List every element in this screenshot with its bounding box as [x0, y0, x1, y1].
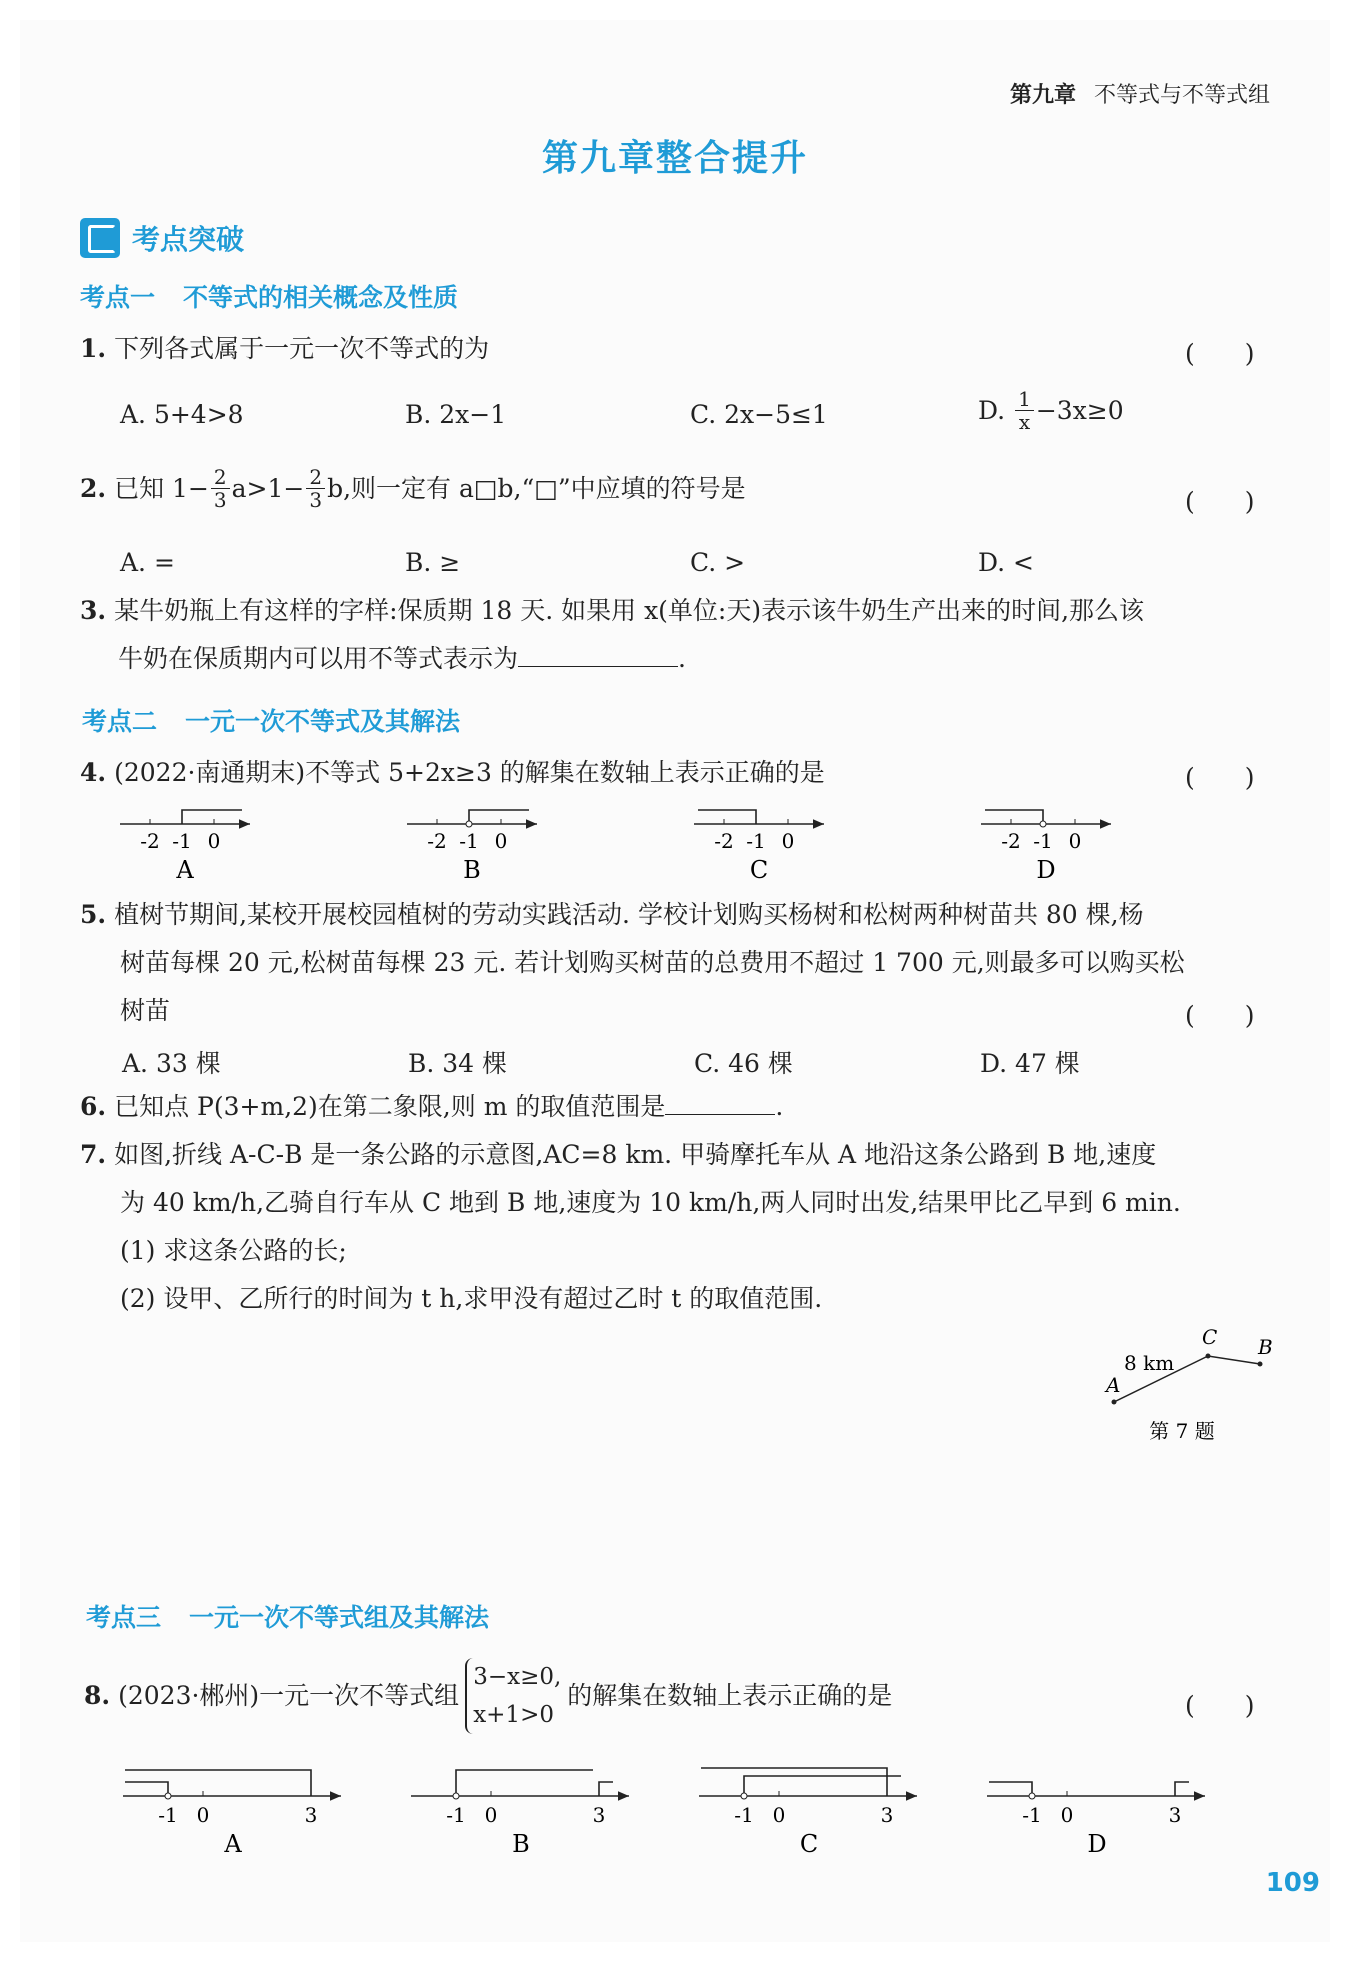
q4-line-b	[407, 810, 537, 884]
page-number: 109	[1265, 1868, 1320, 1898]
q5-line1: 植树节期间,某校开展校园植树的劳动实践活动. 学校计划购买杨树和松树两种树苗共 80 棵,杨	[114, 900, 1144, 929]
question-3-line-2	[118, 644, 686, 674]
kaodian-2-label: 考点二	[82, 707, 158, 736]
q4-a-tick-2: -1	[172, 829, 192, 853]
q7-fig-distance: 8 km	[1124, 1351, 1175, 1375]
running-header	[1010, 78, 1270, 109]
kaodian-1-text: 不等式的相关概念及性质	[183, 283, 459, 312]
question-2	[80, 466, 746, 511]
q1-d-denominator: x	[1018, 410, 1031, 434]
q5-line2: 树苗每棵 20 元,松树苗每棵 23 元. 若计划购买树苗的总费用不超过 1 700 元,则最多可以购买松	[120, 948, 1185, 977]
q4-label-b: B	[463, 856, 481, 884]
q8-system-eq2: x+1>0	[473, 1702, 554, 1728]
q3-line1-text: 某牛奶瓶上有这样的字样:保质期 18 天. 如果用 x(单位:天)表示该牛奶生产出来的时间,那么该	[114, 596, 1145, 625]
q5-line3: 树苗	[120, 996, 171, 1025]
q4-c-tick-2: -1	[746, 829, 766, 853]
q2-number: 2.	[80, 473, 107, 503]
question-7-line-1	[80, 1140, 1156, 1170]
q8-a-tick-2: 0	[196, 1803, 210, 1827]
q4-d-tick-1: -2	[1001, 829, 1021, 853]
question-5-line-1	[80, 900, 1144, 930]
header-topic: 不等式与不等式组	[1093, 83, 1270, 108]
q8-d-tick-3: 3	[1168, 1803, 1182, 1827]
q1-option-d-fraction	[1015, 388, 1034, 433]
q8-text-post: 的解集在数轴上表示正确的是	[567, 1681, 893, 1710]
q7-sub1: (1) 求这条公路的长;	[120, 1236, 347, 1265]
q8-c-tick-2: 0	[772, 1803, 786, 1827]
section-icon	[80, 218, 120, 258]
q8-b-tick-2: 0	[484, 1803, 498, 1827]
section-label: 考点突破	[132, 223, 245, 256]
q3-answer-blank	[518, 666, 678, 667]
q1-option-b: B. 2x−1	[405, 400, 507, 429]
q8-text-pre: (2023·郴州)一元一次不等式组	[118, 1681, 460, 1710]
q7-line1: 如图,折线 A-C-B 是一条公路的示意图,AC=8 km. 甲骑摩托车从 A 地沿这条公路到 B 地,速度	[114, 1140, 1157, 1169]
q4-d-tick-3: 0	[1068, 829, 1082, 853]
q4-line-a	[120, 810, 250, 884]
q2-answer-paren: ( )	[1185, 487, 1255, 516]
q8-d-tick-2: 0	[1060, 1803, 1074, 1827]
q2-text-part3: b,则一定有 a□b,“□”中应填的符号是	[327, 473, 746, 503]
q2-option-c: C. >	[690, 548, 746, 577]
question-1	[80, 334, 489, 364]
q5-answer-paren: ( )	[1185, 1001, 1255, 1030]
q8-c-tick-3: 3	[880, 1803, 894, 1827]
q1-option-a: A. 5+4>8	[120, 400, 244, 429]
q4-d-tick-2: -1	[1033, 829, 1053, 853]
q2-f1-den: 3	[213, 488, 227, 512]
q1-option-d-rest: −3x≥0	[1035, 396, 1124, 425]
q8-line-a	[123, 1770, 341, 1858]
q4-number-lines	[110, 800, 1130, 890]
q6-text: 已知点 P(3+m,2)在第二象限,则 m 的取值范围是	[114, 1092, 666, 1121]
q8-label-c: C	[799, 1830, 819, 1858]
section-heading	[80, 218, 244, 258]
q4-a-tick-3: 0	[207, 829, 221, 853]
q3-line2-text: 牛奶在保质期内可以用不等式表示为	[118, 644, 519, 673]
q2-fraction-1	[211, 466, 230, 511]
q7-line2: 为 40 km/h,乙骑自行车从 C 地到 B 地,速度为 10 km/h,两人同时出发,结果甲比乙早到 6 min.	[120, 1188, 1181, 1217]
q1-text: 下列各式属于一元一次不等式的为	[114, 334, 490, 363]
kaodian-1-label: 考点一	[80, 283, 156, 312]
q1-option-d	[978, 388, 1124, 433]
q8-label-d: D	[1087, 1830, 1107, 1858]
question-6	[80, 1092, 783, 1122]
q1-option-c: C. 2x−5≤1	[690, 400, 828, 429]
kaodian-3-label: 考点三	[86, 1603, 162, 1632]
q5-option-c: C. 46 棵	[694, 1049, 793, 1078]
question-8	[84, 1658, 892, 1734]
page-title: 第九章整合提升	[541, 137, 808, 179]
q6-answer-blank	[665, 1114, 775, 1115]
q2-f1-num: 2	[211, 466, 230, 489]
q5-option-a: A. 33 棵	[122, 1049, 221, 1078]
q8-label-a: A	[224, 1830, 242, 1858]
q4-a-tick-1: -2	[140, 829, 160, 853]
header-chapter: 第九章	[1009, 83, 1076, 108]
q4-b-tick-1: -2	[427, 829, 447, 853]
kaodian-3	[86, 1598, 489, 1634]
q2-option-d: D. <	[978, 548, 1034, 577]
q4-line-d	[981, 810, 1111, 884]
q7-fig-label-c: C	[1202, 1325, 1218, 1349]
q1-d-numerator: 1	[1015, 388, 1034, 411]
q3-end: .	[678, 644, 686, 673]
q8-system	[465, 1658, 561, 1734]
q1-option-d-label: D.	[978, 396, 1006, 425]
q7-number: 7.	[80, 1140, 107, 1169]
q4-label-c: C	[749, 856, 769, 884]
q5-option-d: D. 47 棵	[980, 1049, 1080, 1078]
q8-c-tick-1: -1	[734, 1803, 754, 1827]
q4-label-a: A	[176, 856, 194, 884]
q4-number: 4.	[80, 758, 107, 787]
q7-sub2: (2) 设甲、乙所行的时间为 t h,求甲没有超过乙时 t 的取值范围.	[120, 1284, 823, 1313]
kaodian-1	[80, 278, 458, 314]
q2-fraction-2	[306, 466, 325, 511]
question-4	[80, 758, 825, 788]
q2-text-part2: a>1−	[231, 473, 305, 503]
q4-c-tick-3: 0	[781, 829, 795, 853]
kaodian-3-text: 一元一次不等式组及其解法	[189, 1603, 490, 1632]
q2-option-a: A. =	[120, 548, 175, 577]
q3-number: 3.	[80, 596, 107, 625]
q5-number: 5.	[80, 900, 107, 929]
q8-answer-paren: ( )	[1185, 1691, 1255, 1720]
q8-number-lines	[115, 1752, 1225, 1862]
q6-end: .	[775, 1092, 784, 1121]
q4-answer-paren: ( )	[1185, 763, 1255, 792]
q8-line-b	[411, 1770, 629, 1858]
q8-b-tick-3: 3	[592, 1803, 606, 1827]
q8-label-b: B	[512, 1830, 530, 1858]
q8-line-d	[987, 1782, 1205, 1858]
q2-text-part1: 已知 1−	[114, 473, 209, 503]
q7-fig-caption: 第 7 题	[1149, 1419, 1215, 1443]
q8-a-tick-3: 3	[304, 1803, 318, 1827]
q8-system-eq1: 3−x≥0,	[473, 1664, 562, 1690]
q4-c-tick-1: -2	[714, 829, 734, 853]
q4-b-tick-3: 0	[494, 829, 508, 853]
q2-f2-den: 3	[309, 488, 323, 512]
q8-number: 8.	[84, 1681, 111, 1710]
q4-b-tick-2: -1	[459, 829, 479, 853]
q6-number: 6.	[80, 1092, 107, 1121]
q1-number: 1.	[80, 334, 107, 363]
q5-option-b: B. 34 棵	[408, 1049, 508, 1078]
q1-answer-paren: ( )	[1185, 339, 1255, 368]
q7-fig-label-a: A	[1106, 1373, 1121, 1397]
q7-figure	[1090, 1320, 1290, 1450]
q8-b-tick-1: -1	[446, 1803, 466, 1827]
question-3-line-1	[80, 596, 1144, 626]
q4-text: (2022·南通期末)不等式 5+2x≥3 的解集在数轴上表示正确的是	[114, 758, 825, 787]
q8-line-c	[699, 1768, 917, 1858]
kaodian-2	[82, 702, 460, 738]
q8-a-tick-1: -1	[158, 1803, 178, 1827]
q8-d-tick-1: -1	[1022, 1803, 1042, 1827]
q2-option-b: B. ≥	[405, 548, 461, 577]
q7-fig-label-b: B	[1258, 1335, 1273, 1359]
q2-f2-num: 2	[306, 466, 325, 489]
q4-line-c	[694, 810, 824, 884]
q4-label-d: D	[1036, 856, 1056, 884]
kaodian-2-text: 一元一次不等式及其解法	[185, 707, 461, 736]
